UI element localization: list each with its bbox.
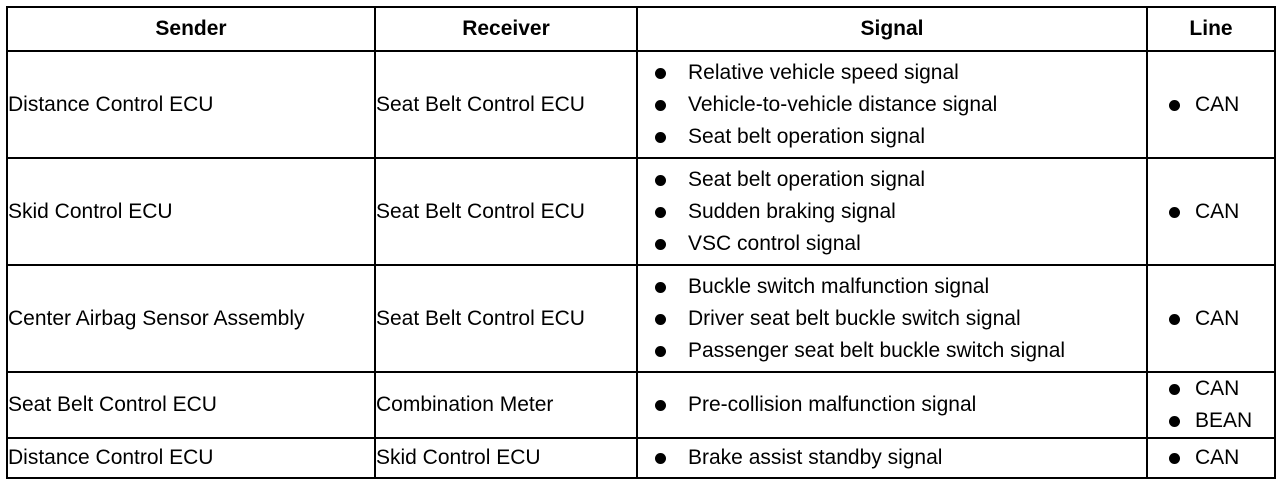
- line-item: BEAN: [1148, 405, 1274, 437]
- signal-cell: [637, 158, 1147, 265]
- line-cell: [1147, 158, 1275, 265]
- signal-list: [638, 271, 1146, 367]
- line-item: CAN: [1148, 89, 1274, 121]
- line-item: CAN: [1148, 303, 1274, 335]
- table-row: [7, 438, 1275, 478]
- signal-table: [6, 6, 1276, 479]
- line-list: [1148, 373, 1274, 437]
- table-row: [7, 158, 1275, 265]
- sender-cell: Seat Belt Control ECU: [7, 372, 375, 438]
- line-cell: [1147, 372, 1275, 438]
- header-receiver: Receiver: [375, 7, 637, 51]
- signal-cell: [637, 265, 1147, 372]
- line-list: [1148, 303, 1274, 335]
- signal-item: Passenger seat belt buckle switch signal: [638, 335, 1146, 367]
- line-cell: [1147, 51, 1275, 158]
- sender-cell: Distance Control ECU: [7, 51, 375, 158]
- line-item: CAN: [1148, 196, 1274, 228]
- signal-item: Sudden braking signal: [638, 196, 1146, 228]
- table-header: [7, 7, 1275, 51]
- line-list: [1148, 442, 1274, 474]
- signal-item: Pre-collision malfunction signal: [638, 389, 1146, 421]
- signal-item: Brake assist standby signal: [638, 442, 1146, 474]
- signal-item: Driver seat belt buckle switch signal: [638, 303, 1146, 335]
- receiver-cell: Combination Meter: [375, 372, 637, 438]
- signal-cell: [637, 438, 1147, 478]
- signal-item: Vehicle-to-vehicle distance signal: [638, 89, 1146, 121]
- header-line: Line: [1147, 7, 1275, 51]
- table-row: [7, 372, 1275, 438]
- line-cell: [1147, 438, 1275, 478]
- line-item: CAN: [1148, 442, 1274, 474]
- table-row: [7, 265, 1275, 372]
- signal-list: [638, 389, 1146, 421]
- table-row: [7, 51, 1275, 158]
- receiver-cell: Seat Belt Control ECU: [375, 51, 637, 158]
- sender-cell: Center Airbag Sensor Assembly: [7, 265, 375, 372]
- signal-list: [638, 164, 1146, 260]
- receiver-cell: Seat Belt Control ECU: [375, 158, 637, 265]
- header-signal: Signal: [637, 7, 1147, 51]
- receiver-cell: Skid Control ECU: [375, 438, 637, 478]
- signal-item: Buckle switch malfunction signal: [638, 271, 1146, 303]
- signal-list: [638, 57, 1146, 153]
- sender-cell: Distance Control ECU: [7, 438, 375, 478]
- signal-item: Seat belt operation signal: [638, 121, 1146, 153]
- line-cell: [1147, 265, 1275, 372]
- sender-cell: Skid Control ECU: [7, 158, 375, 265]
- receiver-cell: Seat Belt Control ECU: [375, 265, 637, 372]
- signal-item: VSC control signal: [638, 228, 1146, 260]
- signal-cell: [637, 51, 1147, 158]
- line-list: [1148, 89, 1274, 121]
- signal-cell: [637, 372, 1147, 438]
- signal-list: [638, 442, 1146, 474]
- table-body: [7, 51, 1275, 478]
- line-list: [1148, 196, 1274, 228]
- line-item: CAN: [1148, 373, 1274, 405]
- header-row: [7, 7, 1275, 51]
- signal-item: Seat belt operation signal: [638, 164, 1146, 196]
- signal-item: Relative vehicle speed signal: [638, 57, 1146, 89]
- header-sender: Sender: [7, 7, 375, 51]
